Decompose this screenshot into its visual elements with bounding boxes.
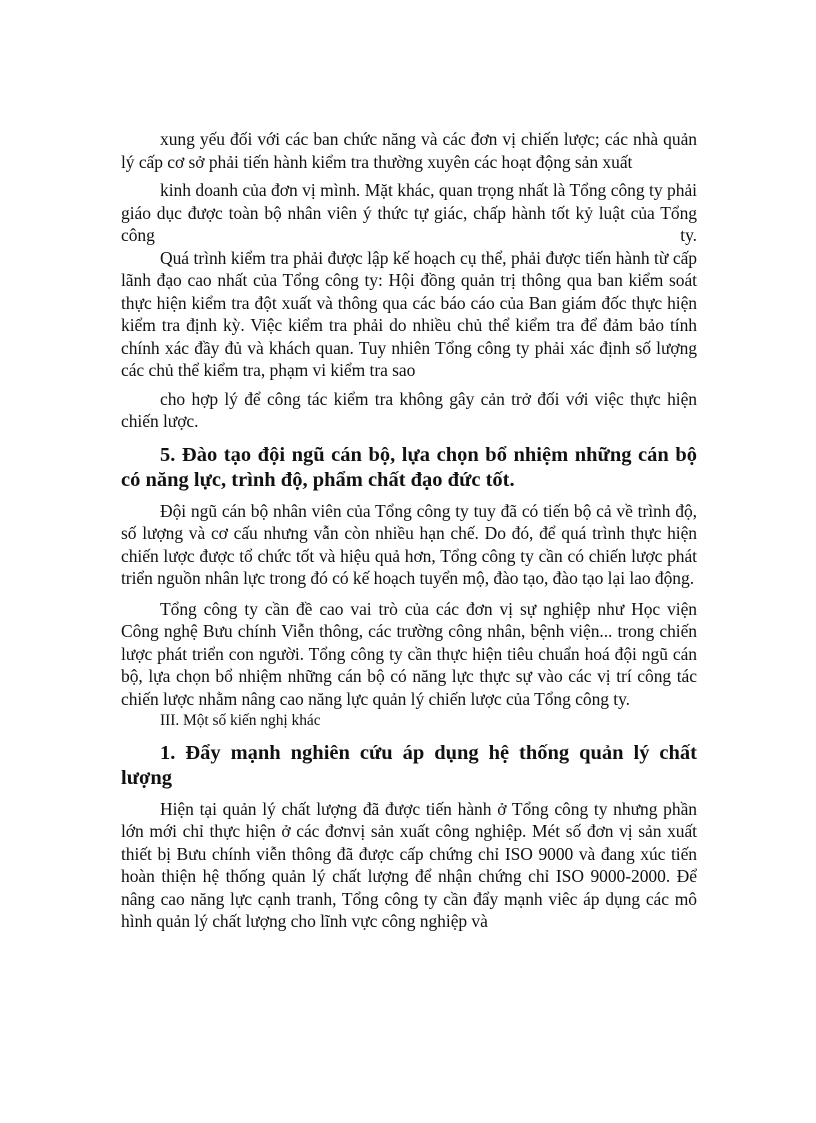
paragraph-quality-iso: Hiện tại quản lý chất lượng đã được tiến hành ở Tổng công ty nhưng phần lớn mới chỉ thực hiện ở các đơnvị sản xuất công nghiệp. Mét số đơn vị sản xuất thiết bị Bưu chính viễn thông đã được cấp chứng chỉ ISO 9000 và đang xúc tiến hoàn thiện hệ thống quản lý chất lượng để nhận chứng chỉ ISO 9000-2000. Để nâng cao năng lực cạnh tranh, Tổng công ty cần đẩy mạnh viêc áp dụng các mô hình quản lý chất lượng cho lĩnh vực công nghiệp và <box>121 798 697 931</box>
paragraph-human-resources: Đội ngũ cán bộ nhân viên của Tổng công ty tuy đã có tiến bộ cả về trình độ, số lượng và cơ cấu nhưng vẫn còn nhiều hạn chế. Do đó, để quá trình thực hiện chiến lược được tổ chức tốt và hiệu quả hơn, Tổng công ty cần có chiến lược phát triển nguồn nhân lực trong đó có kế hoạch tuyển mộ, đào tạo, đào tạo lại lao động. <box>121 500 697 588</box>
paragraph-control-units: xung yếu đối với các ban chức năng và các đơn vị chiến lược; các nhà quản lý cấp cơ sở phải tiến hành kiểm tra thường xuyên các hoạt động sản xuất <box>121 129 697 172</box>
paragraph-inspection-plan: Quá trình kiểm tra phải được lập kế hoạch cụ thể, phải được tiến hành từ cấp lãnh đạo cao nhất của Tổng công ty: Hội đồng quản trị thông qua ban kiểm soát thực hiện kiểm tra đột xuất và thông qua các báo cáo của Ban giám đốc thực hiện kiểm tra định kỳ. Việc kiểm tra phải do nhiều chủ thể kiểm tra để đảm bảo tính chính xác đầy đủ và khách quan. Tuy nhiên Tổng công ty phải xác định số lượng các chủ thể kiểm tra, phạm vi kiểm tra sao <box>121 247 697 380</box>
paragraph-inspection-scope: cho hợp lý để công tác kiểm tra không gây cản trở đối với việc thực hiện chiến lược. <box>121 388 697 431</box>
paragraph-standardization: Tổng công ty cần đề cao vai trò của các đơn vị sự nghiệp như Học viện Công nghệ Bưu chính Viễn thông, các trường công nhân, bệnh viện... trong chiến lược phát triển con người. Tổng công ty cần thực hiện tiêu chuẩn hoá đội ngũ cán bộ, lựa chọn bổ nhiệm những cán bộ có năng lực thực sự vào các vị trí công tác chiến lược nhằm nâng cao năng lực quản lý chiến lược của Tổng công ty. <box>121 598 697 709</box>
page-content <box>121 128 697 933</box>
paragraph-discipline: kinh doanh của đơn vị mình. Mặt khác, quan trọng nhất là Tổng công ty phải giáo dục được toàn bộ nhân viên ý thức tự giác, chấp hành tốt kỷ luật của Tổng công ty. <box>121 180 697 245</box>
heading-staff-training: 5. Đào tạo đội ngũ cán bộ, lựa chọn bổ nhiệm những cán bộ có năng lực, trình độ, phẩm chất đạo đức tốt. <box>121 443 697 491</box>
heading-quality-management: 1. Đẩy mạnh nghiên cứu áp dụng hệ thống quản lý chất lượng <box>121 741 697 789</box>
section-other-recommendations: III. Một số kiến nghị khác <box>160 712 321 729</box>
